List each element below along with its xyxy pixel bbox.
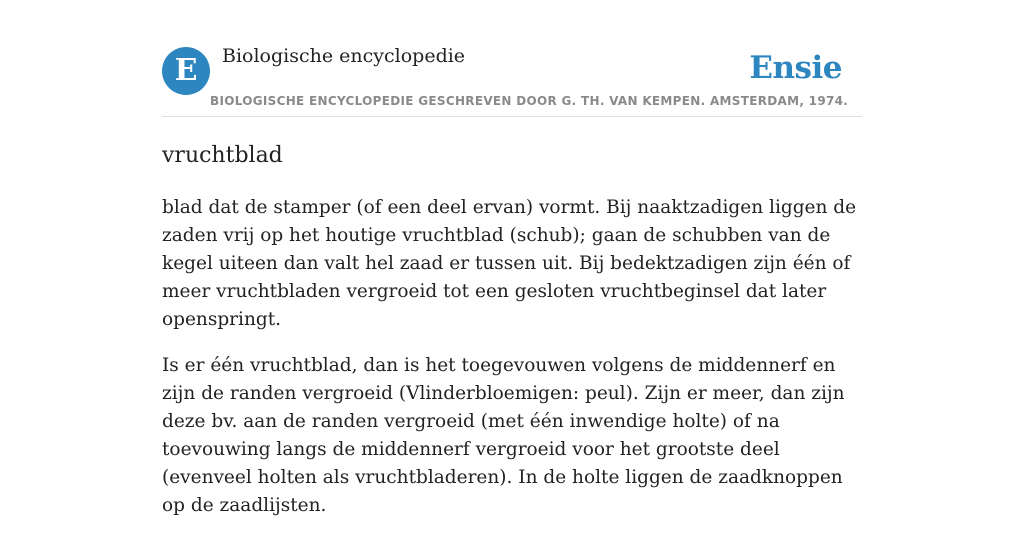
header xyxy=(162,0,862,117)
entry-paragraph: Is er één vruchtblad, dan is het toegevouwen volgens de middennerf en zijn de randen vergroeid (Vlinderbloemigen: peul). Zijn er meer, dan zijn deze bv. aan de randen vergroeid (met één inwendige holte) of na toevouwing langs de middennerf vergroeid voor het grootste deel (evenveel holten als vruchtbladeren). In de holte liggen de zaadknoppen op de zaadlijsten. xyxy=(162,355,845,516)
entry-body xyxy=(162,194,862,520)
entry-title: vruchtblad xyxy=(162,143,283,168)
source-subtitle: BIOLOGISCHE ENCYCLOPEDIE GESCHREVEN DOOR G. TH. VAN KEMPEN. AMSTERDAM, 1974. xyxy=(210,94,849,108)
page xyxy=(162,0,862,538)
source-logo[interactable]: E xyxy=(162,47,210,95)
brand-logo[interactable]: Ensie xyxy=(749,50,842,86)
source-title[interactable]: Biologische encyclopedie xyxy=(222,45,466,67)
entry-paragraph: blad dat de stamper (of een deel ervan) vormt. Bij naaktzadigen liggen de zaden vrij op het houtige vruchtblad (schub); gaan de schubben van de kegel uiteen dan valt hel zaad er tussen uit. Bij bedektzadigen zijn één of meer vruchtbladen vergroeid tot een gesloten vruchtbeginsel dat later openspringt. xyxy=(162,197,857,330)
